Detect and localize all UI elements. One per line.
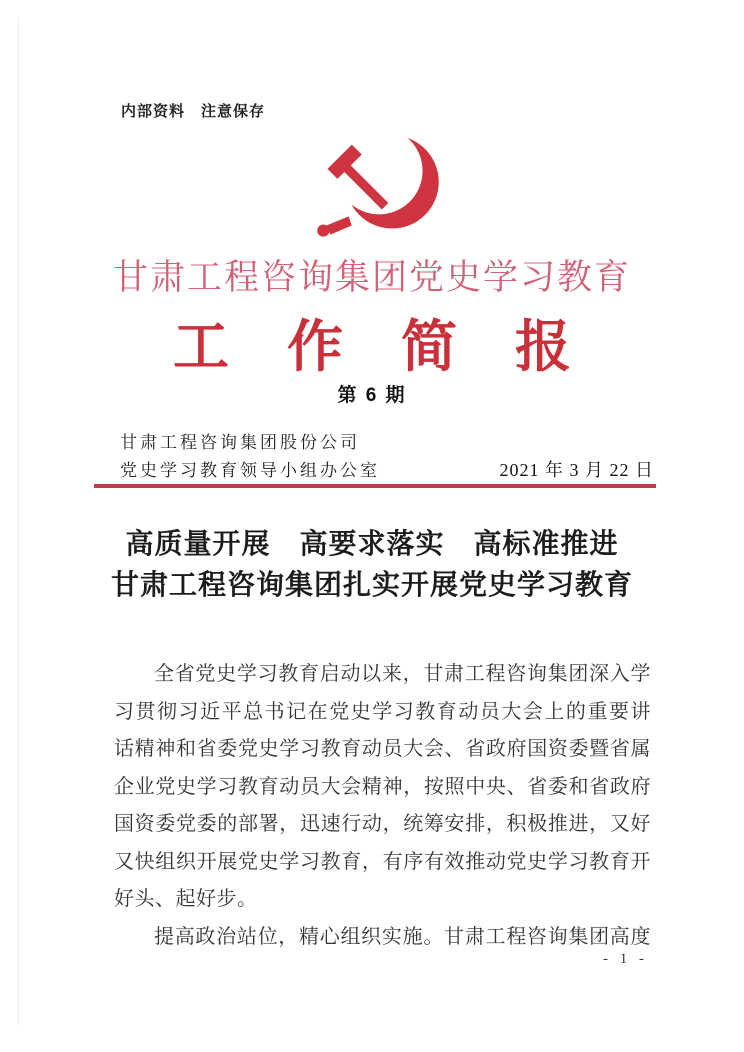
body-line: 企业党史学习教育动员大会精神，按照中央、省委和省政府 (114, 775, 651, 798)
brush-title-text: 工作简报 (173, 314, 629, 380)
body-line: 全省党史学习教育启动以来，甘肃工程咨询集团深入学 (154, 663, 651, 685)
body-line: 提高政治站位，精心组织实施。甘肃工程咨询集团高度 (154, 925, 651, 948)
body-line: 国资委党委的部署，迅速行动，统筹安排，积极推进，又好 (114, 813, 651, 835)
issue-number: 第 6 期 (337, 385, 407, 406)
issuer-line-1: 甘肃工程咨询集团股份公司 (120, 433, 360, 452)
issuer-line-2: 党史学习教育领导小组办公室 (120, 461, 380, 480)
party-emblem-hammer-and-sickle-icon (296, 128, 458, 242)
body-line: 话精神和省委党史学习教育动员大会、省政府国资委暨省属 (114, 738, 651, 760)
article-body (114, 656, 651, 956)
article-headline-line2: 甘肃工程咨询集团扎实开展党史学习教育 (110, 570, 633, 601)
masthead-brush-title (0, 303, 744, 383)
internal-notice-label: 内部资料 注意保存 (121, 103, 266, 120)
masthead-org-title: 甘肃工程咨询集团党史学习教育 (112, 258, 631, 297)
body-line: 又快组织开展党史学习教育，有序有效推动党史学习教育开 (114, 850, 651, 873)
masthead-divider-rule (94, 484, 656, 488)
page-number: - 1 - (603, 951, 648, 967)
body-line: 好头、起好步。 (114, 888, 258, 910)
article-headline-line1: 高质量开展 高要求落实 高标准推进 (125, 529, 619, 560)
body-line: 习贯彻习近平总书记在党史学习教育动员大会上的重要讲 (114, 700, 651, 723)
issue-date: 2021 年 3 月 22 日 (499, 460, 654, 480)
